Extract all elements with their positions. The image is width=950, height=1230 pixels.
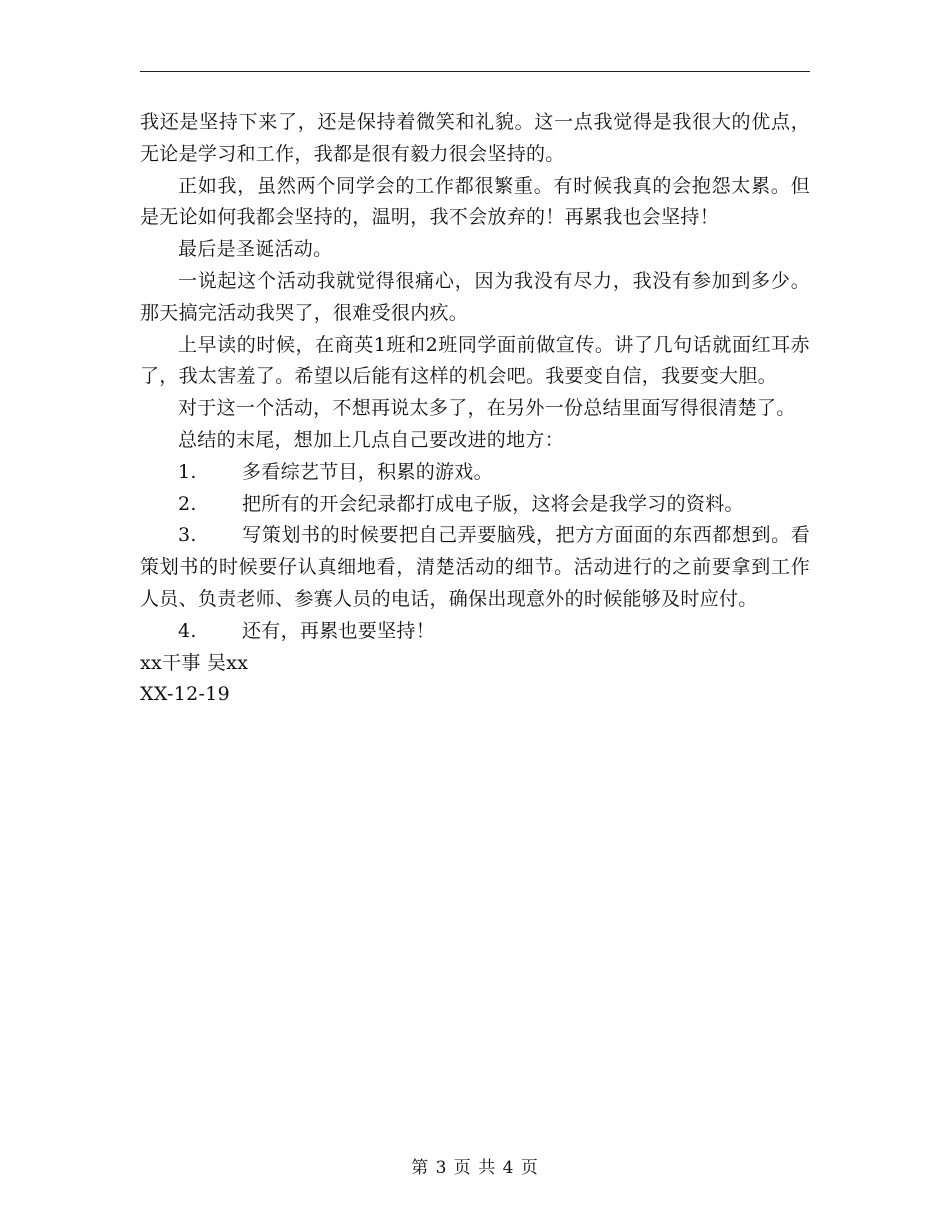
- signature-date: XX-12-19: [140, 683, 230, 706]
- paragraph: 一说起这个活动我就觉得很痛心，因为我没有尽力，我没有参加到多少。那天搞完活动我哭了，很难受很内疚。: [140, 269, 810, 324]
- paragraph: 最后是圣诞活动。: [178, 238, 333, 261]
- page-number-label: 第 3 页 共 4 页: [411, 1158, 539, 1178]
- page-footer: [0, 1153, 950, 1178]
- list-item-text: 多看综艺节目，积累的游戏。: [242, 460, 493, 483]
- paragraph: 正如我，虽然两个同学会的工作都很繁重。有时候我真的会抱怨太累。但是无论如何我都会坚持的，温明，我不会放弃的！再累我也会坚持！: [140, 174, 810, 229]
- header-rule: [140, 71, 810, 72]
- list-item: [140, 489, 810, 521]
- paragraph: 总结的末尾，想加上几点自己要改进的地方：: [178, 428, 565, 451]
- paragraph: 对于这一个活动，不想再说太多了，在另外一份总结里面写得很清楚了。: [178, 397, 796, 420]
- list-item: [140, 457, 810, 489]
- list-item-number: 3.: [178, 524, 197, 547]
- document-body: [140, 107, 810, 711]
- list-item-number: 4.: [178, 619, 197, 642]
- list-item-text: 把所有的开会纪录都打成电子版，这将会是我学习的资料。: [242, 492, 744, 515]
- paragraph: 上早读的时候，在商英1班和2班同学面前做宣传。讲了几句话就面红耳赤了，我太害羞了。希望以后能有这样的机会吧。我要变自信，我要变大胆。: [140, 333, 810, 388]
- list-item-number: 2.: [178, 492, 197, 515]
- list-item: [140, 616, 810, 648]
- list-item-text: 写策划书的时候要把自己弄要脑残，把方方面面的东西都想到。看策划书的时候要仔认真细地看，清楚活动的细节。活动进行的之前要拿到工作人员、负责老师、参赛人员的电话，确保出现意外的时候能够及时应付。: [140, 524, 810, 610]
- paragraph-continuation: 我还是坚持下来了，还是保持着微笑和礼貌。这一点我觉得是我很大的优点，无论是学习和工作，我都是很有毅力很会坚持的。: [140, 111, 810, 165]
- list-item-text: 还有，再累也要坚持！: [242, 619, 436, 642]
- signature-author: xx干事 吴xx: [140, 651, 249, 674]
- list-item-number: 1.: [178, 460, 197, 483]
- list-item: [140, 520, 810, 615]
